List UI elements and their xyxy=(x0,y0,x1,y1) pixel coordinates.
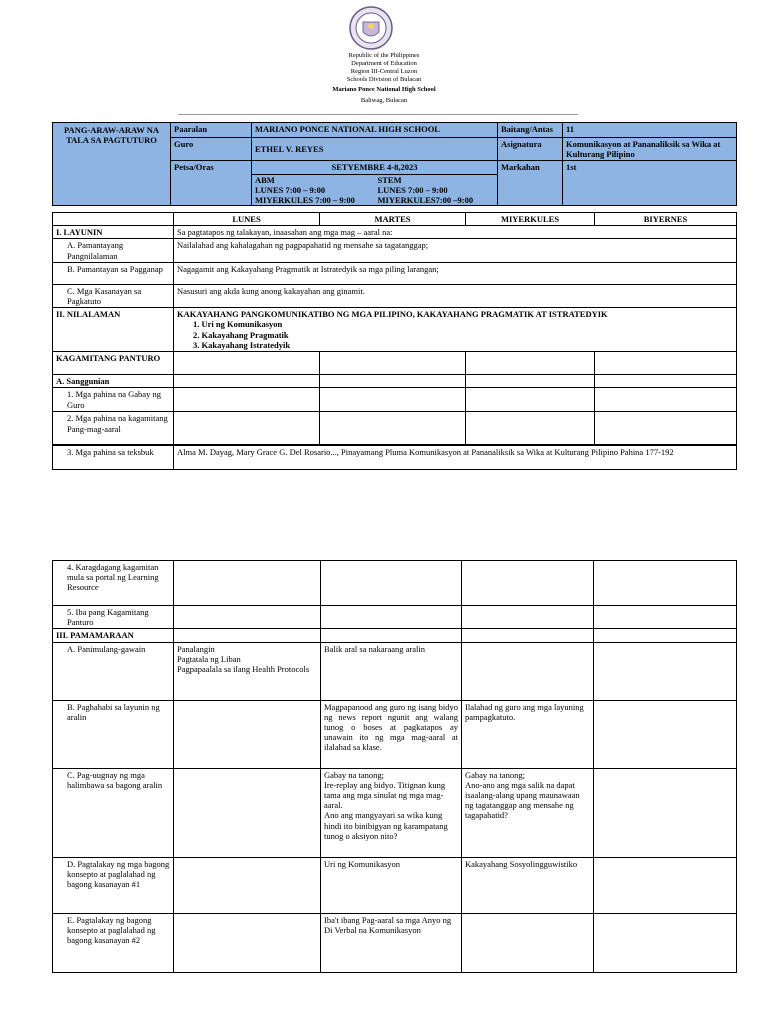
panimulang-gawain-lunes: Panalangin Pagtatala ng Liban Pagpapaalala sa ilang Health Protocols xyxy=(174,642,321,700)
abm-miyerkules: MIYERKULES 7:00 – 9:00 xyxy=(255,194,355,205)
kagamitan-martes xyxy=(320,352,466,375)
pagtalakay-2-miyerkules xyxy=(462,913,594,972)
paghahabi-biyernes xyxy=(594,700,737,768)
markahan-value: 1st xyxy=(563,161,737,206)
iba-pang-kagamitan-label: 5. Iba pang Kagamitang Panturo xyxy=(53,606,174,629)
letterhead-republic: Republic of the Philippines xyxy=(348,52,420,59)
letterhead-divider xyxy=(178,114,578,115)
pam-miyerkules xyxy=(462,629,594,642)
dll-title: PANG-ARAW-ARAW NA TALA SA PAGTUTURO xyxy=(53,123,171,206)
pamamaraan-heading: III. PAMAMARAAN xyxy=(53,629,174,642)
lr-lunes xyxy=(174,561,321,606)
panimulang-gawain-miyerkules xyxy=(462,642,594,700)
paghahabi-martes: Magpapanood ang guro ng isang bidyo ng news report ngunit ang walang tunog o boses at pagkatapos ay unawain ito ng mga mag-aaral at ilalahad sa klase. xyxy=(321,700,462,768)
nilalaman-item-3: 3. Kakayahang Istratedyik xyxy=(193,339,291,350)
teksbuk-label: 3. Mga pahina sa teksbuk xyxy=(53,445,174,470)
iba-biyernes xyxy=(594,606,737,629)
letterhead-region: Region III-Central Luzon xyxy=(350,68,418,75)
sanggunian-heading: A. Sanggunian xyxy=(53,375,174,388)
lr-miyerkules xyxy=(462,561,594,606)
karagdagang-kagamitan-label: 4. Karagdagang kagamitan mula sa portal ng Learning Resource xyxy=(53,561,174,606)
pag-uugnay-label: C. Pag-uugnay ng mga halimbawa sa bagong aralin xyxy=(53,768,174,857)
kasanayan-label: C. Mga Kasanayan sa Pagkatuto xyxy=(53,284,174,307)
nilalaman-heading: II. NILALAMAN xyxy=(53,308,174,352)
nilalaman-item-2: 2. Kakayahang Pragmatik xyxy=(193,329,289,340)
layunin-heading: I. LAYUNIN xyxy=(53,226,174,239)
day-miyerkules: MIYERKULES xyxy=(466,213,595,226)
gabay-guro-label: 1. Mga pahina na Gabay ng Guro xyxy=(53,388,174,412)
info-table xyxy=(52,122,737,206)
guro-label: Guro xyxy=(171,138,252,161)
pamantayan-pagganap-label: B. Pamantayan sa Pagganap xyxy=(53,262,174,284)
pagtalakay-2-label: E. Pagtalakay ng bagong konsepto at paglalahad ng bagong kasanayan #2 xyxy=(53,913,174,972)
abm-label: ABM xyxy=(255,174,275,185)
sanggunian-miyerkules xyxy=(466,375,595,388)
baitang-label: Baitang/Antas xyxy=(498,123,563,138)
kagamitan-lunes xyxy=(174,352,320,375)
teksbuk-text: Alma M. Dayag, Mary Grace G. Del Rosario..., Pinayamang Pluma Komunikasyon at Pananaliksik sa Wika at Kulturang Pilipino Pahina 177-192 xyxy=(174,445,737,470)
paghahabi-label: B. Paghahabi sa layunin ng aralin xyxy=(53,700,174,768)
letterhead xyxy=(0,0,768,115)
lm-miyerkules xyxy=(466,412,595,445)
lesson-table-1 xyxy=(52,212,737,470)
day-martes: MARTES xyxy=(320,213,466,226)
lesson-table-2 xyxy=(52,560,737,973)
paaralan-label: Paaralan xyxy=(171,123,252,138)
markahan-label: Markahan xyxy=(498,161,563,206)
guro-value: ETHEL V. REYES xyxy=(252,138,498,161)
asignatura-label: Asignatura xyxy=(498,138,563,161)
petsa-cell xyxy=(252,161,498,206)
panimulang-gawain-label: A. Panimulang-gawain xyxy=(53,642,174,700)
pag-uugnay-biyernes xyxy=(594,768,737,857)
pagtalakay-1-lunes xyxy=(174,857,321,913)
iba-lunes xyxy=(174,606,321,629)
pag-uugnay-lunes xyxy=(174,768,321,857)
sanggunian-biyernes xyxy=(595,375,737,388)
stem-label: STEM xyxy=(377,174,402,185)
pam-martes xyxy=(321,629,462,642)
sanggunian-lunes xyxy=(174,375,320,388)
pamantayan-pagganap-text: Nagagamit ang Kakayahang Pragmatik at Istratedyik sa mga piling larangan; xyxy=(174,262,737,284)
abm-schedule xyxy=(252,175,375,206)
iba-miyerkules xyxy=(462,606,594,629)
paghahabi-miyerkules: Ilalahad ng guro ang mga layuning pampagkatuto. xyxy=(462,700,594,768)
petsa-label: Petsa/Oras xyxy=(171,161,252,206)
pagtalakay-2-martes: Iba't ibang Pag-aaral sa mga Anyo ng Di Verbal na Komunikasyon xyxy=(321,913,462,972)
letterhead-address: Baliwag, Bulacan xyxy=(360,97,408,104)
letterhead-school: Mariano Ponce National High School xyxy=(332,86,436,93)
lm-lunes xyxy=(174,412,320,445)
pam-biyernes xyxy=(594,629,737,642)
layunin-text: Sa pagtatapos ng talakayan, inaasahan ang mga mag – aaral na: xyxy=(174,226,737,239)
lm-martes xyxy=(320,412,466,445)
letterhead-department: Department of Education xyxy=(351,60,417,67)
lm-biyernes xyxy=(595,412,737,445)
lr-biyernes xyxy=(594,561,737,606)
nilalaman-title: KAKAYAHANG PANGKOMUNIKATIBO NG MGA PILIPINO, KAKAYAHANG PRAGMATIK AT ISTRATEDYIK xyxy=(177,309,608,320)
pamantayang-pangnilalaman-text: Nailalahad ang kahalagahan ng pagpapahatid ng mensahe sa tagatanggap; xyxy=(174,239,737,262)
baitang-value: 11 xyxy=(563,123,737,138)
stem-schedule xyxy=(375,175,498,206)
stem-lunes: LUNES 7:00 – 9:00 xyxy=(377,184,448,195)
stem-miyerkules: MIYERKULES7:00 –9:00 xyxy=(377,194,474,205)
pagtalakay-2-biyernes xyxy=(594,913,737,972)
gabay-martes xyxy=(320,388,466,412)
pagtalakay-2-lunes xyxy=(174,913,321,972)
sanggunian-martes xyxy=(320,375,466,388)
panimulang-gawain-biyernes xyxy=(594,642,737,700)
kagamitang-panturo-heading: KAGAMITANG PANTURO xyxy=(53,352,174,375)
pamantayang-pangnilalaman-label: A. Pamantayang Pangnilalaman xyxy=(53,239,174,262)
pagtalakay-1-martes: Uri ng Komunikasyon xyxy=(321,857,462,913)
day-lunes: LUNES xyxy=(174,213,320,226)
paghahabi-lunes xyxy=(174,700,321,768)
header-blank xyxy=(53,213,174,226)
day-biyernes: BIYERNES xyxy=(595,213,737,226)
nilalaman-item-1: 1. Uri ng Komunikasyon xyxy=(193,319,283,330)
paaralan-value: MARIANO PONCE NATIONAL HIGH SCHOOL xyxy=(252,123,498,138)
pagtalakay-1-label: D. Pagtalakay ng mga bagong konsepto at paglalahad ng bagong kasanayan #1 xyxy=(53,857,174,913)
kasanayan-text: Nasusuri ang akda kung anong kakayahan ang ginamit. xyxy=(174,284,737,307)
lr-martes xyxy=(321,561,462,606)
pag-uugnay-martes: Gabay na tanong; Ire-replay ang bidyo. Titignan kung tama ang mga sinulat ng mga mag-aaral. Ano ang mangyayari sa wika kung hindi ito binibigyan ng karampatang tunog o aksiyon nito? xyxy=(321,768,462,857)
pagtalakay-1-miyerkules: Kakayahang Sosyolingguwistiko xyxy=(462,857,594,913)
pagtalakay-1-biyernes xyxy=(594,857,737,913)
petsa-value: SETYEMBRE 4-8,2023 xyxy=(252,161,497,174)
panimulang-gawain-martes: Balik aral sa nakaraang aralin xyxy=(321,642,462,700)
kagamitan-miyerkules xyxy=(466,352,595,375)
iba-martes xyxy=(321,606,462,629)
pam-lunes xyxy=(174,629,321,642)
gabay-biyernes xyxy=(595,388,737,412)
kagamitang-mag-aaral-label: 2. Mga pahina na kagamitang Pang-mag-aaral xyxy=(53,412,174,445)
abm-lunes: LUNES 7:00 – 9:00 xyxy=(255,184,326,195)
kagamitan-biyernes xyxy=(595,352,737,375)
gabay-lunes xyxy=(174,388,320,412)
deped-seal-icon xyxy=(349,6,393,50)
pag-uugnay-miyerkules: Gabay na tanong; Ano-ano ang mga salik na dapat isaalang-alang upang maunawaan ng tagatanggap ang mensahe ng tagapahatid? xyxy=(462,768,594,857)
gabay-miyerkules xyxy=(466,388,595,412)
nilalaman-cell xyxy=(174,308,737,352)
letterhead-division: Schools Division of Bulacan xyxy=(346,76,422,83)
asignatura-value: Komunikasyon at Pananaliksik sa Wika at Kulturang Pilipino xyxy=(563,138,737,161)
